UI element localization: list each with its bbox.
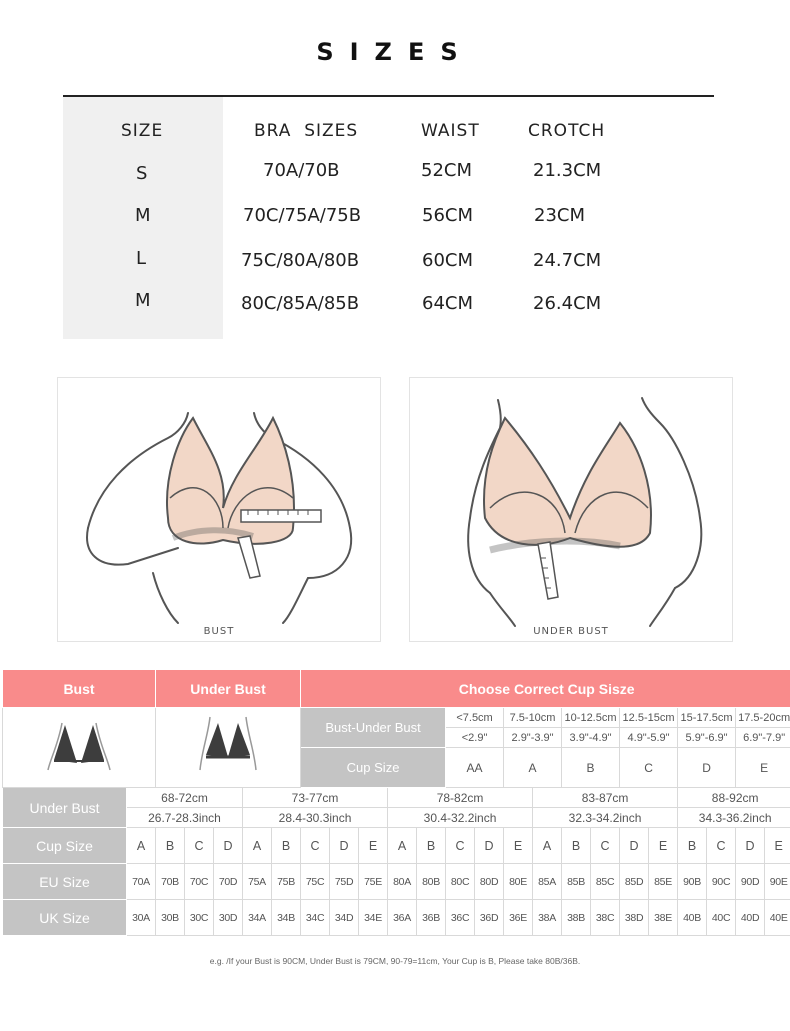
- cup-letter-cell: D: [330, 828, 359, 864]
- cup-letter-cell: D: [620, 828, 649, 864]
- uk-size-cell: 36B: [417, 900, 446, 936]
- crotch-cell: 24.7CM: [533, 250, 602, 271]
- cup-letter-cell: E: [359, 828, 388, 864]
- bra-swatch-icon: [44, 715, 114, 777]
- uk-size-cell: 36A: [388, 900, 417, 936]
- diff-cm-cell: <7.5cm: [446, 708, 504, 728]
- uk-size-cell: 40D: [736, 900, 765, 936]
- under-bust-swatch-cell: [156, 708, 301, 788]
- under-bust-inch-cell: 26.7-28.3inch: [127, 808, 243, 828]
- cup-letter-cell: C: [185, 828, 214, 864]
- under-bust-cm-cell: 83-87cm: [533, 788, 678, 808]
- bust-header: Bust: [3, 670, 156, 708]
- cup-letter-cell: C: [446, 828, 475, 864]
- under-bust-inch-cell: 32.3-34.2inch: [533, 808, 678, 828]
- uk-size-cell: 30C: [185, 900, 214, 936]
- cup-letter-cell: A: [127, 828, 156, 864]
- cup-cell: AA: [446, 748, 504, 788]
- eu-size-cell: 85A: [533, 864, 562, 900]
- uk-size-cell: 36C: [446, 900, 475, 936]
- cup-letter-cell: C: [707, 828, 736, 864]
- under-bust-inch-cell: 34.3-36.2inch: [678, 808, 790, 828]
- cup-cell: E: [736, 748, 790, 788]
- eu-size-row: [3, 864, 790, 900]
- eu-size-row-label: EU Size: [3, 864, 127, 900]
- crotch-header: CROTCH: [528, 121, 606, 141]
- uk-size-cell: 38D: [620, 900, 649, 936]
- under-bust-cm-cell: 78-82cm: [388, 788, 533, 808]
- tape-measure-icon: [241, 510, 321, 522]
- bust-caption: BUST: [203, 626, 235, 637]
- cup-letter-cell: D: [475, 828, 504, 864]
- tape-measure-icon: [538, 542, 558, 599]
- under-bust-inch-cell: 30.4-32.2inch: [388, 808, 533, 828]
- under-bust-caption: UNDER BUST: [533, 626, 609, 637]
- choose-cup-header: Choose Correct Cup Sisze: [301, 670, 790, 708]
- eu-size-cell: 90C: [707, 864, 736, 900]
- cup-cell: A: [504, 748, 562, 788]
- eu-size-cell: 90D: [736, 864, 765, 900]
- under-bust-inch-cell: 28.4-30.3inch: [243, 808, 388, 828]
- diff-inch-cell: 4.9"-5.9": [620, 728, 678, 748]
- diff-cm-cell: 10-12.5cm: [562, 708, 620, 728]
- uk-size-cell: 36E: [504, 900, 533, 936]
- uk-size-cell: 34E: [359, 900, 388, 936]
- bust-illustration: [58, 378, 380, 641]
- cup-size-label: Cup Size: [301, 748, 446, 788]
- eu-size-cell: 80A: [388, 864, 417, 900]
- eu-size-cell: 75A: [243, 864, 272, 900]
- eu-size-cell: 70C: [185, 864, 214, 900]
- example-note: e.g. /If your Bust is 90CM, Under Bust is 79CM, 90-79=11cm, Your Cup is B, Please take 80B/36B.: [209, 956, 581, 966]
- cup-cell: D: [678, 748, 736, 788]
- diff-inch-cell: 6.9"-7.9": [736, 728, 790, 748]
- eu-size-cell: 80D: [475, 864, 504, 900]
- eu-size-cell: 75E: [359, 864, 388, 900]
- eu-size-cell: 85D: [620, 864, 649, 900]
- cup-letter-cell: E: [765, 828, 790, 864]
- uk-size-cell: 38A: [533, 900, 562, 936]
- crotch-cell: 26.4CM: [533, 293, 602, 314]
- cup-letter-cell: A: [243, 828, 272, 864]
- uk-size-cell: 30D: [214, 900, 243, 936]
- uk-size-cell: 40E: [765, 900, 790, 936]
- diff-cm-cell: 7.5-10cm: [504, 708, 562, 728]
- uk-size-cell: 38B: [562, 900, 591, 936]
- cup-letter-cell: A: [388, 828, 417, 864]
- eu-size-cell: 85C: [591, 864, 620, 900]
- crotch-cell: 21.3CM: [533, 160, 602, 181]
- under-bust-row-label: Under Bust: [3, 788, 127, 828]
- uk-size-cell: 38E: [649, 900, 678, 936]
- cup-size-row-label: Cup Size: [3, 828, 127, 864]
- size-cell: S: [136, 163, 148, 184]
- size-cell: M: [135, 290, 151, 311]
- cup-letter-cell: E: [504, 828, 533, 864]
- eu-size-cell: 85E: [649, 864, 678, 900]
- bra-cell: 80C/85A/85B: [241, 293, 360, 314]
- diff-cm-cell: 17.5-20cm: [736, 708, 790, 728]
- cup-letter-cell: B: [417, 828, 446, 864]
- cup-letter-cell: C: [301, 828, 330, 864]
- cup-letter-cell: B: [156, 828, 185, 864]
- waist-header: WAIST: [421, 121, 480, 141]
- eu-size-cell: 85B: [562, 864, 591, 900]
- eu-size-cell: 80E: [504, 864, 533, 900]
- page-title: SIZES: [316, 38, 474, 66]
- cup-size-row: [3, 828, 790, 864]
- cup-letter-cell: D: [214, 828, 243, 864]
- under-bust-header: Under Bust: [156, 670, 301, 708]
- under-bust-cm-cell: 88-92cm: [678, 788, 790, 808]
- bra-cell: 75C/80A/80B: [241, 250, 360, 271]
- bra-cell: 70A/70B: [263, 160, 340, 181]
- under-bust-illustration: [410, 378, 732, 641]
- uk-size-cell: 34C: [301, 900, 330, 936]
- under-bust-cm-cell: 68-72cm: [127, 788, 243, 808]
- eu-size-cell: 70D: [214, 864, 243, 900]
- uk-size-row: [3, 900, 790, 936]
- bra-swatch-icon: [188, 715, 268, 777]
- uk-size-cell: 38C: [591, 900, 620, 936]
- size-header: SIZE: [121, 121, 164, 141]
- uk-size-row-label: UK Size: [3, 900, 127, 936]
- eu-size-cell: 90B: [678, 864, 707, 900]
- uk-size-cell: 34D: [330, 900, 359, 936]
- eu-size-cell: 75B: [272, 864, 301, 900]
- eu-size-cell: 75C: [301, 864, 330, 900]
- size-cell: M: [135, 205, 151, 226]
- cup-letter-cell: B: [678, 828, 707, 864]
- uk-size-cell: 34A: [243, 900, 272, 936]
- bra-cell: 70C/75A/75B: [243, 205, 362, 226]
- diff-inch-cell: 2.9"-3.9": [504, 728, 562, 748]
- crotch-cell: 23CM: [534, 205, 586, 226]
- cup-letter-cell: C: [591, 828, 620, 864]
- diff-inch-cell: 3.9"-4.9": [562, 728, 620, 748]
- eu-size-cell: 70A: [127, 864, 156, 900]
- under-bust-cm-cell: 73-77cm: [243, 788, 388, 808]
- eu-size-cell: 70B: [156, 864, 185, 900]
- uk-size-cell: 36D: [475, 900, 504, 936]
- uk-size-cell: 30B: [156, 900, 185, 936]
- cup-cell: C: [620, 748, 678, 788]
- diff-inch-cell: <2.9": [446, 728, 504, 748]
- diff-label: Bust-Under Bust: [301, 708, 446, 748]
- cup-size-chart: [2, 669, 790, 936]
- size-cell: L: [136, 248, 147, 269]
- cup-letter-cell: A: [533, 828, 562, 864]
- diff-cm-cell: 15-17.5cm: [678, 708, 736, 728]
- eu-size-cell: 90E: [765, 864, 790, 900]
- eu-size-cell: 75D: [330, 864, 359, 900]
- cup-letter-cell: B: [272, 828, 301, 864]
- uk-size-cell: 40C: [707, 900, 736, 936]
- diff-inch-cell: 5.9"-6.9": [678, 728, 736, 748]
- cup-letter-cell: E: [649, 828, 678, 864]
- waist-cell: 56CM: [422, 205, 474, 226]
- bust-measure-figure: [57, 377, 381, 642]
- diff-cm-cell: 12.5-15cm: [620, 708, 678, 728]
- uk-size-cell: 34B: [272, 900, 301, 936]
- uk-size-cell: 40B: [678, 900, 707, 936]
- bra-sizes-header: BRA SIZES: [254, 121, 359, 141]
- under-bust-measure-figure: [409, 377, 733, 642]
- cup-letter-cell: D: [736, 828, 765, 864]
- uk-size-cell: 30A: [127, 900, 156, 936]
- bust-swatch-cell: [3, 708, 156, 788]
- cup-cell: B: [562, 748, 620, 788]
- eu-size-cell: 80C: [446, 864, 475, 900]
- waist-cell: 64CM: [422, 293, 474, 314]
- waist-cell: 52CM: [421, 160, 473, 181]
- eu-size-cell: 80B: [417, 864, 446, 900]
- waist-cell: 60CM: [422, 250, 474, 271]
- cup-letter-cell: B: [562, 828, 591, 864]
